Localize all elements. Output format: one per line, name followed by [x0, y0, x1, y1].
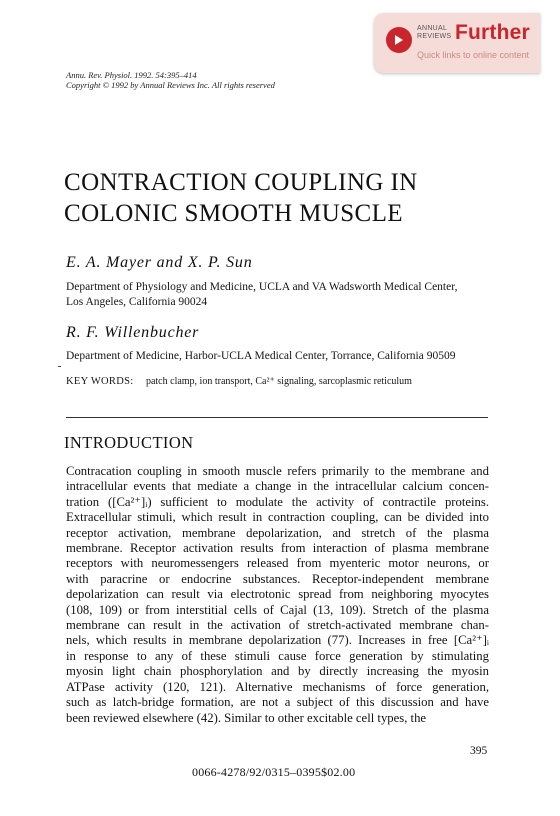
body-line: intracellular events that mediate a change in the intracellular calcium concen- [66, 479, 489, 494]
body-line: tration ([Ca²⁺]ᵢ) sufficient to modulate the activity of contractile proteins. [66, 494, 489, 509]
body-line: membrane can result in the activation of stretch-activated membrane chan- [66, 618, 489, 633]
further-label: Further [455, 21, 530, 44]
annual-label: ANNUAL [417, 25, 448, 32]
body-line: Extracellular stimuli, which result in contraction coupling, can be divided into [66, 510, 489, 525]
article-code: 0066-4278/92/0315–0395$02.00 [192, 765, 356, 779]
title-line-2: COLONIC SMOOTH MUSCLE [64, 200, 403, 227]
affiliation-1 [66, 280, 506, 310]
body-line: in response to any of these stimuli cause force generation by stimulating [66, 648, 489, 663]
body-line: such as latch-bridge formation, are not a subject of this discussion and have [66, 695, 489, 710]
keywords-value: patch clamp, ion transport, Ca²⁺ signaling, sarcoplasmic reticulum [145, 376, 412, 387]
body-line: myosin light chain phosphorylation and by directly increasing the myosin [66, 664, 489, 679]
keywords [66, 376, 412, 387]
section-heading: INTRODUCTION [64, 433, 194, 452]
body-line: been reviewed elsewhere (42). Similar to other excitable cell types, the [66, 710, 427, 725]
keywords-label: KEY WORDS: [66, 376, 134, 387]
body-line: receptors with neuromessengers released from myenteric motor neurons, or [66, 556, 489, 571]
citation-line: Annu. Rev. Physiol. 1992. 54:395–414 [66, 70, 197, 80]
copyright-line: Copyright © 1992 by Annual Reviews Inc. All rights reserved [66, 80, 275, 90]
body-line: receptor activation, membrane depolarization, and stretch of the plasma [66, 525, 489, 540]
body-line: membrane. Receptor activation results from interaction of plasma membrane [66, 541, 489, 556]
body-paragraph [66, 464, 489, 726]
article-title [64, 167, 418, 229]
body-line: nels, which results in membrane depolarization (77). Increases in free [Ca²⁺]ᵢ [66, 633, 489, 648]
author-group-2: R. F. Willenbucher [66, 324, 200, 341]
section-divider [66, 417, 488, 418]
title-line-1: CONTRACTION COUPLING IN [64, 169, 418, 196]
affiliation-1-line-1: Department of Physiology and Medicine, UCLA and VA Wadsworth Medical Center, [66, 281, 458, 293]
annual-reviews-logo-icon [386, 27, 412, 53]
body-line: ATPase activity (120, 121). Alternative mechanisms of force generation, [66, 679, 489, 694]
affiliation-2: Department of Medicine, Harbor-UCLA Medical Center, Torrance, California 90509 [66, 350, 456, 362]
body-line: with paracrine or endocrine substances. Receptor-independent membrane [66, 571, 489, 586]
annual-reviews-wordmark [417, 25, 451, 41]
quick-links-label[interactable]: Quick links to online content [417, 50, 530, 60]
annual-reviews-further-banner[interactable] [374, 13, 540, 73]
reviews-label: REVIEWS [417, 33, 452, 40]
body-line: Contracation coupling in smooth muscle refers primarily to the membrane and [66, 464, 489, 478]
affiliation-1-line-2: Los Angeles, California 90024 [66, 296, 208, 308]
body-line: (108, 109) or from interstitial cells of Cajal (13, 109). Stretch of the plasma [66, 602, 489, 617]
margin-mark [58, 366, 61, 367]
author-group-1: E. A. Mayer and X. P. Sun [66, 254, 253, 271]
page-number: 395 [470, 745, 488, 757]
body-line: depolarization can result via electrotonic spread from neighboring myocytes [66, 587, 489, 602]
journal-citation [66, 70, 275, 90]
